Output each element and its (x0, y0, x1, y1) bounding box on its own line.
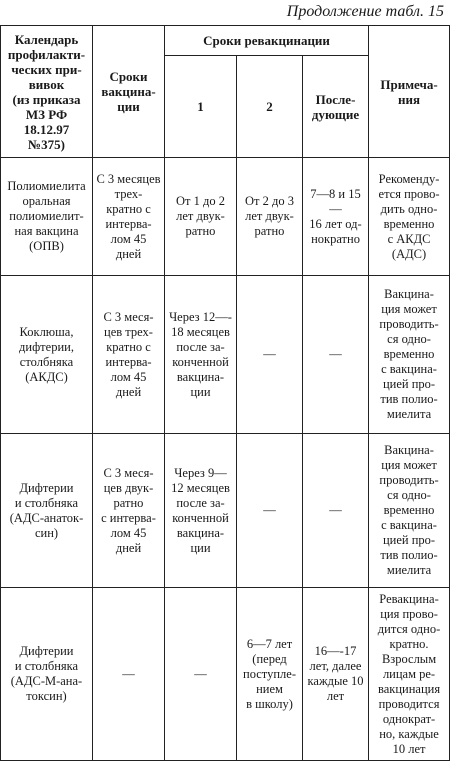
table-row (1, 434, 450, 588)
cell-revaccination-2: — (237, 434, 303, 588)
cell-revaccination-subsequent: — (303, 276, 369, 434)
cell-revaccination-1: От 1 до 2 лет двук- ратно (165, 158, 237, 276)
cell-revaccination-1: Через 12—- 18 месяцев после за- конченной вакцина- ции (165, 276, 237, 434)
cell-name: Дифтерии и столбняка (АДС-М-ана- токсин) (1, 588, 93, 761)
table-caption: Продолжение табл. 15 (286, 3, 444, 20)
header-revaccination-2: 2 (237, 56, 303, 158)
cell-revaccination-subsequent: — (303, 434, 369, 588)
cell-revaccination-subsequent: 7—8 и 15— 16 лет од- нократно (303, 158, 369, 276)
table-row (1, 588, 450, 761)
header-notes: Примеча- ния (369, 26, 450, 158)
cell-notes: Вакцина- ция может проводить- ся одно- временно с вакцина- цией про- тив полио- миелита (369, 434, 450, 588)
cell-vaccination: С 3 меся- цев двук- ратно с интерва- лом 45 дней (93, 434, 165, 588)
cell-revaccination-2: 6—7 лет (перед поступле- нием в школу) (237, 588, 303, 761)
cell-vaccination: — (93, 588, 165, 761)
cell-revaccination-1: Через 9— 12 месяцев после за- конченной вакцина- ции (165, 434, 237, 588)
cell-revaccination-2: — (237, 276, 303, 434)
cell-name: Коклюша, дифтерии, столбняка (АКДС) (1, 276, 93, 434)
cell-notes: Вакцина- ция может проводить- ся одно- временно с вакцина- цией про- тив полио- миелита (369, 276, 450, 434)
cell-notes: Рекоменду- ется прово- дить одно- временно с АКДС (АДС) (369, 158, 450, 276)
header-revaccination-1: 1 (165, 56, 237, 158)
cell-notes: Ревакцина- ция прово- дится одно- кратно. Взрослым лицам ре- вакцинация проводится однократ- но, каждые 10 лет (369, 588, 450, 761)
header-revaccination-terms: Сроки ревакцинации (165, 26, 369, 56)
cell-name: Дифтерии и столбняка (АДС-анаток- син) (1, 434, 93, 588)
header-revaccination-subsequent: После- дующие (303, 56, 369, 158)
cell-vaccination: С 3 месяцев трех- кратно с интерва- лом 45 дней (93, 158, 165, 276)
table-row (1, 158, 450, 276)
vaccination-table (0, 25, 450, 761)
cell-vaccination: С 3 меся- цев трех- кратно с интерва- лом 45 дней (93, 276, 165, 434)
table-row (1, 276, 450, 434)
cell-name: Полиомиелита оральная полиомиелит- ная вакцина (ОПВ) (1, 158, 93, 276)
header-vaccination-terms: Сроки вакцина- ции (93, 26, 165, 158)
cell-revaccination-1: — (165, 588, 237, 761)
cell-revaccination-subsequent: 16—-17 лет, далее каждые 10 лет (303, 588, 369, 761)
header-calendar: Календарь профилакти- ческих при- вивок (из приказа МЗ РФ 18.12.97 №375) (1, 26, 93, 158)
cell-revaccination-2: От 2 до 3 лет двук- ратно (237, 158, 303, 276)
